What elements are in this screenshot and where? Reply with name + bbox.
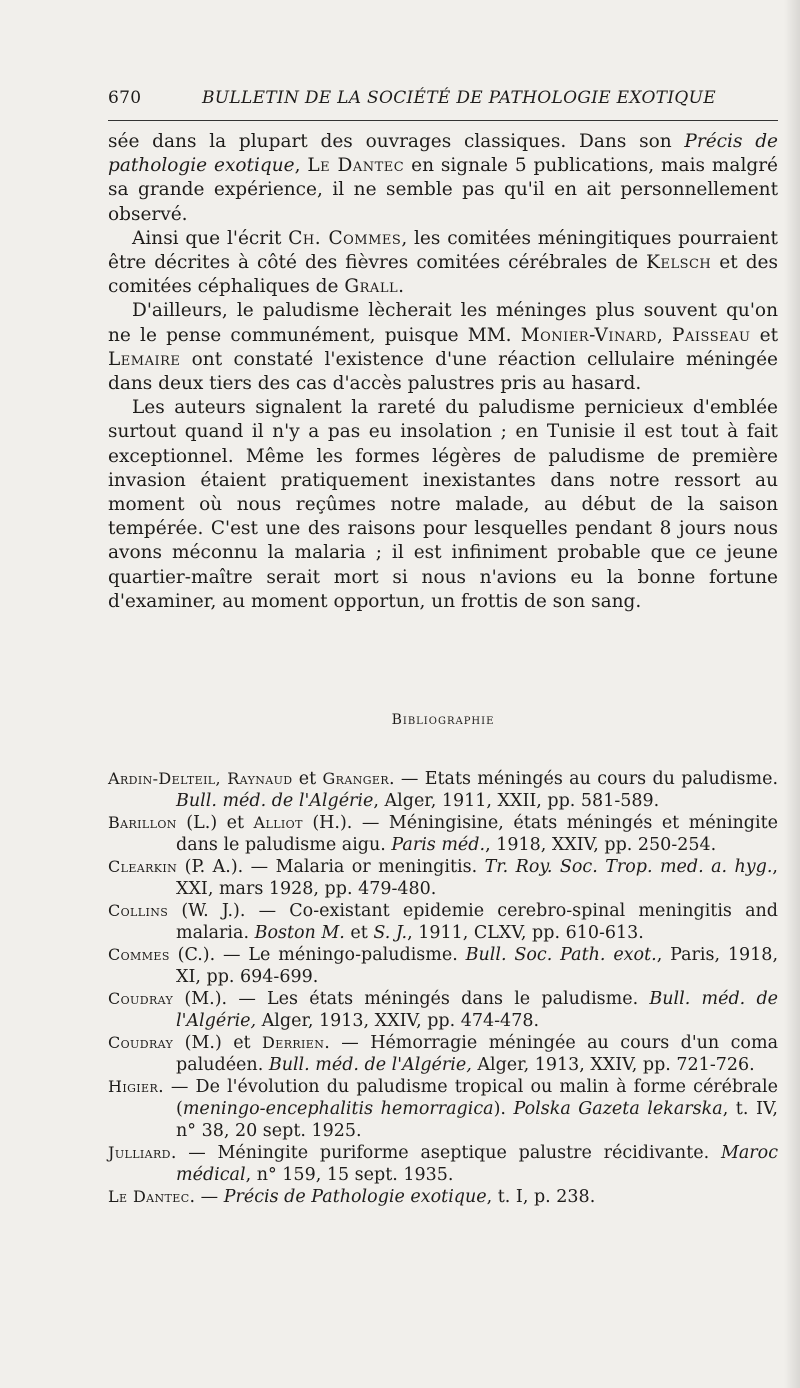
author-name: Paisseau <box>672 324 751 346</box>
entry-author: Higier <box>108 1077 159 1096</box>
text-run: , les comitées méningitiques pourraient être décrites à côté des fièvres comitées cérébrales de <box>108 227 778 274</box>
entry-author: Collins <box>108 901 169 920</box>
bibliography-entry <box>108 988 778 1032</box>
entry-journal: Boston M. <box>254 923 345 943</box>
entry-text: et <box>344 923 374 943</box>
entry-author: Julliard <box>108 1143 171 1162</box>
bibliography-entry <box>108 944 778 988</box>
entry-journal: Paris méd. <box>391 835 486 855</box>
entry-text: Alger, 1913, XXIV, pp. 474-478. <box>256 1011 540 1031</box>
entry-author: Clearkin <box>108 857 178 876</box>
author-name: Ch. Commes <box>288 227 402 249</box>
entry-text: (H.). — Méningisine, états méningés et méningite dans le paludisme aigu. <box>176 813 778 855</box>
text-run: D'ailleurs, le paludisme lècherait les méninges plus souvent qu'on ne le pense communément, puisque MM. <box>108 300 778 346</box>
running-title: BULLETIN DE LA SOCIÉTÉ DE PATHOLOGIE EXOTIQUE <box>202 88 716 108</box>
running-header <box>108 88 778 114</box>
bibliography-entry <box>108 768 778 812</box>
text-run: sée dans la plupart des ouvrages classiques. Dans son <box>108 131 685 152</box>
entry-text: (M.). — Les états méningés dans le paludisme. <box>173 989 650 1009</box>
author-name: Grall <box>344 276 399 298</box>
text-run: , <box>656 324 673 346</box>
bibliography-entry <box>108 812 778 856</box>
paragraph-1 <box>108 130 778 227</box>
entry-author: Coudray <box>108 1033 174 1052</box>
entry-text: (W. J.). — Co-existant epidemie cerebro-spinal meningitis and malaria. <box>168 901 778 943</box>
entry-text: , 1911, CLXV, pp. 610-613. <box>407 923 644 943</box>
author-name: Kelsch <box>646 252 712 274</box>
author-name: Monier-Vinard <box>520 324 657 346</box>
bibliography-entry <box>108 1032 778 1076</box>
body-text <box>108 130 778 614</box>
bibliography-list <box>108 768 778 1208</box>
entry-text: , n° 159, 15 sept. 1935. <box>245 1165 454 1185</box>
text-run: Ainsi que l'écrit <box>132 227 289 249</box>
entry-text: (L.) et <box>176 813 254 833</box>
entry-author: Derrien <box>262 1033 325 1052</box>
entry-journal: S. J. <box>373 923 408 943</box>
header-rule <box>108 120 778 121</box>
entry-text: . — Méningite puriforme aseptique palustre récidivante. <box>170 1143 721 1163</box>
bibliography-entry <box>108 1142 778 1186</box>
entry-text: . — Etats méningés au cours du paludisme. <box>389 769 779 789</box>
entry-journal: Bull. méd. de l'Algérie <box>176 791 374 811</box>
entry-text: , t. IV, n° 38, 20 sept. 1925. <box>176 1099 778 1141</box>
entry-text: , Paris, 1918, XI, pp. 694-699. <box>176 945 779 987</box>
entry-journal: Tr. Roy. Soc. Trop. med. a. hyg. <box>484 857 773 877</box>
paragraph-4: Les auteurs signalent la rareté du paludisme pernicieux d'emblée surtout quand il n'y a pas eu insolation ; en Tunisie il est tout à fait exceptionnel. Même les formes légères de paludisme de première invasion étaient pratiquement inexistantes dans notre ressort au moment où nous reçûmes notre malade, au début de la saison tempérée. C'est une des raisons pour lesquelles pendant 8 jours nous avons méconnu la malaria ; il est infiniment probable que ce jeune quartier-maître serait mort si nous n'avions eu la bonne fortune d'examiner, au moment opportun, un frottis de son sang. <box>108 397 778 612</box>
entry-text: , 1918, XXIV, pp. 250-254. <box>485 835 717 855</box>
text-run: et des comitées céphaliques de <box>108 252 778 298</box>
entry-journal: Bull. Soc. Path. exot. <box>465 945 657 965</box>
entry-author: Coudray <box>108 989 174 1008</box>
entry-journal: Bull. méd. de l'Algérie, <box>176 989 778 1031</box>
entry-author: Granger <box>322 769 390 788</box>
entry-text: et <box>292 769 323 789</box>
page-number: 670 <box>108 88 142 108</box>
entry-text: (C.). — Le méningo-paludisme. <box>169 945 466 965</box>
paragraph-3 <box>108 299 778 396</box>
bibliography-entry <box>108 1076 778 1142</box>
entry-text: , t. I, p. 238. <box>486 1187 596 1207</box>
author-name: Le Dantec <box>307 155 405 177</box>
bibliography-heading: Bibliographie <box>391 712 495 728</box>
entry-journal: Polska Gazeta lekarska <box>513 1099 723 1119</box>
entry-author: Alliot <box>253 813 303 832</box>
entry-journal: Précis de Pathologie exotique <box>223 1187 487 1207</box>
text-run: , <box>294 155 308 177</box>
entry-journal: meningo-encephalitis hemorragica <box>182 1099 494 1119</box>
bibliography-entry <box>108 856 778 900</box>
page-edge-shadow <box>784 0 800 1388</box>
text-run: ont constaté l'existence d'une réaction cellulaire méningée dans deux tiers des cas d'accès palustres pris au hasard. <box>108 348 778 395</box>
entry-author: Ardin-Delteil, Raynaud <box>108 769 293 788</box>
entry-text: (M.) et <box>173 1033 263 1053</box>
entry-author: Le Dantec <box>108 1187 190 1206</box>
entry-text: . — Hémorragie méningée au cours d'un coma paludéen. <box>176 1033 778 1075</box>
bibliography-entry <box>108 900 778 944</box>
text-run: . <box>398 276 404 298</box>
entry-journal: Bull. méd. de l'Algérie, <box>268 1055 472 1075</box>
entry-text: , Alger, 1911, XXII, pp. 581-589. <box>373 791 660 811</box>
entry-author: Commes <box>108 945 170 964</box>
text-run: et <box>750 324 779 346</box>
paragraph-2 <box>108 227 778 300</box>
entry-text: . — <box>189 1187 224 1207</box>
entry-text: ). <box>493 1099 514 1119</box>
entry-journal: Maroc médical <box>176 1143 778 1185</box>
book-title: Précis de pathologie exotique <box>108 131 778 177</box>
entry-author: Barillon <box>108 813 177 832</box>
bibliography-entry <box>108 1186 778 1208</box>
entry-text: . — De l'évolution du paludisme tropical ou malin à forme cérébrale ( <box>158 1077 778 1119</box>
entry-text: Alger, 1913, XXIV, pp. 721-726. <box>471 1055 755 1075</box>
text-run: en signale 5 publications, mais malgré sa grande expérience, il ne semble pas qu'il en ait personnellement observé. <box>108 155 779 225</box>
entry-text: , XXI, mars 1928, pp. 479-480. <box>176 857 778 899</box>
author-name: Lemaire <box>108 348 181 370</box>
entry-text: (P. A.). — Malaria or meningitis. <box>177 857 485 877</box>
